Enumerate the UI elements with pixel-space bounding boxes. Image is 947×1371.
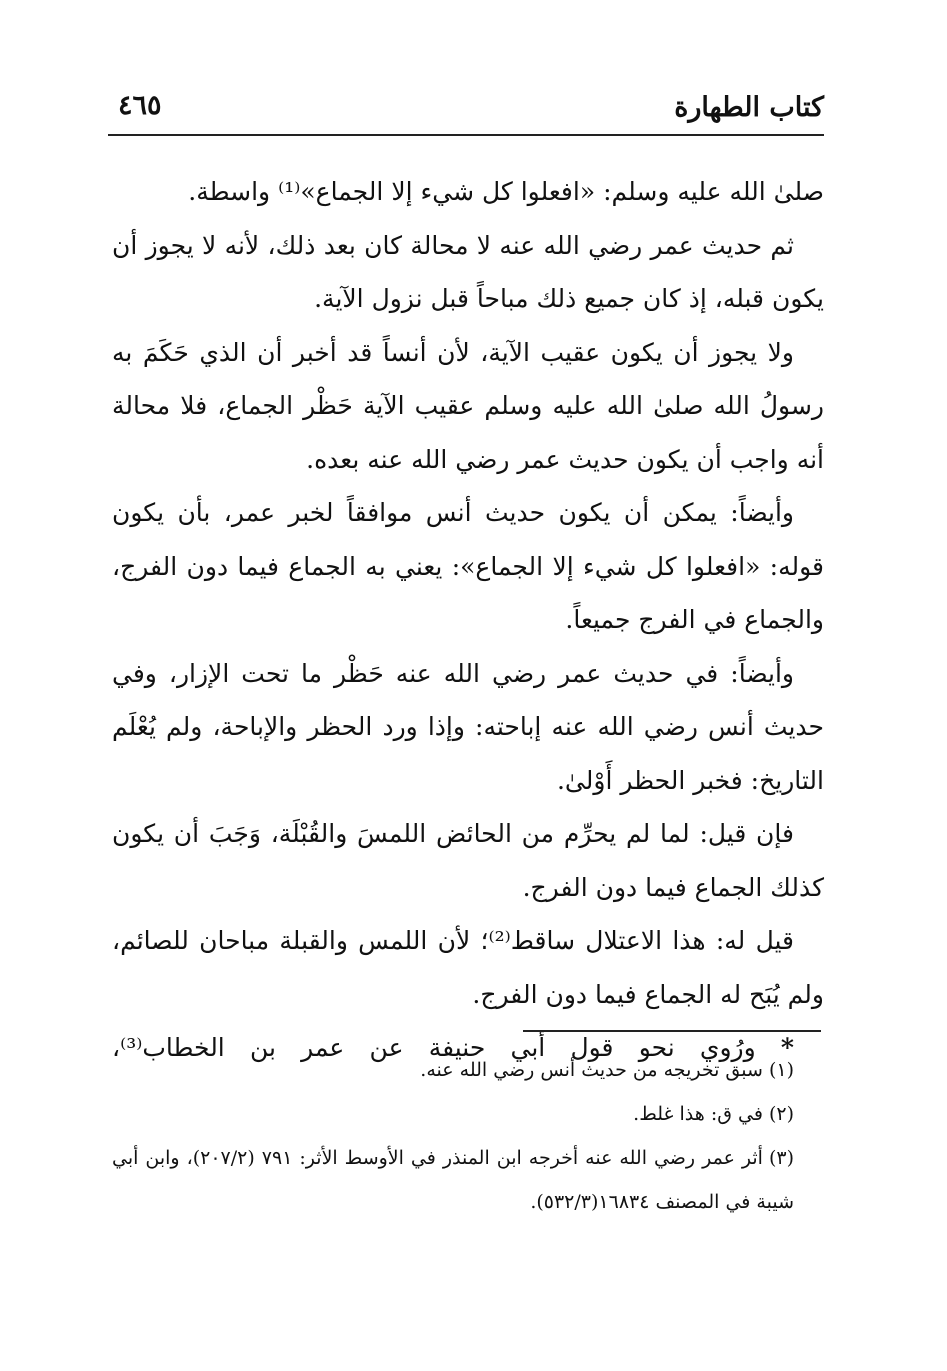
footnote-text: سبق تخريجه من حديث أنس رضي الله عنه. xyxy=(420,1059,763,1081)
star-marker: * xyxy=(780,1033,794,1062)
footnote-number: (٣) xyxy=(768,1147,795,1169)
footnote xyxy=(112,1092,824,1136)
footnote-text: أثر عمر رضي الله عنه أخرجه ابن المنذر في الأوسط الأثر: ٧٩١ (٢٠٧/٢)، وابن أبي شيبة في المصنف ١٦٨٣٤(٥٣٢/٣). xyxy=(112,1147,794,1213)
footnote-text: في ق: هذا غلط. xyxy=(633,1103,763,1125)
footnotes xyxy=(112,1048,824,1224)
page-header xyxy=(108,86,824,136)
footnote xyxy=(112,1048,824,1092)
main-text xyxy=(112,165,824,1075)
paragraph: ثم حديث عمر رضي الله عنه لا محالة كان بعد ذلك، لأنه لا يجوز أن يكون قبله، إذ كان جميع ذلك مباحاً قبل نزول الآية. xyxy=(112,230,824,313)
footnote-separator xyxy=(523,1030,821,1032)
paragraph: فإن قيل: لما لم يحرِّم من الحائض اللمسَ والقُبْلَة، وَجَبَ أن يكون كذلك الجماع فيما دون الفرج. xyxy=(112,819,824,902)
footnote xyxy=(112,1136,824,1224)
paragraph: وأيضاً: يمكن أن يكون حديث أنس موافقاً لخبر عمر، بأن يكون قوله: «افعلوا كل شيء إلا الجماع»: يعني به الجماع فيما دون الفرج، والجماع في الفرج جميعاً. xyxy=(112,498,824,634)
paragraph: قيل له: هذا الاعتلال ساقط⁽²⁾؛ لأن اللمس والقبلة مباحان للصائم، ولم يُبَح له الجماع فيما دون الفرج. xyxy=(112,926,824,1009)
page-number: ٤٦٥ xyxy=(118,90,162,121)
paragraph: وأيضاً: في حديث عمر رضي الله عنه حَظْر ما تحت الإزار، وفي حديث أنس رضي الله عنه إباحته: وإذا ورد الحظر والإباحة، ولم يُعْلَم التاريخ: فخبر الحظر أَوْلىٰ. xyxy=(112,658,824,795)
footnote-number: (٢) xyxy=(768,1103,794,1125)
running-title: كتاب الطهارة xyxy=(674,92,824,123)
paragraph: ولا يجوز أن يكون عقيب الآية، لأن أنساً قد أخبر أن الذي حَكَمَ به رسولُ الله صلىٰ الله عليه وسلم عقيب الآية حَظْر الجماع، فلا محالة أنه واجب أن يكون حديث عمر رضي الله عنه بعده. xyxy=(112,337,824,474)
footnote-number: (١) xyxy=(768,1059,794,1081)
paragraph-text: ورُوي نحو قول أبي حنيفة عن عمر بن الخطاب⁽³⁾، xyxy=(112,1033,756,1062)
paragraph: صلىٰ الله عليه وسلم: «افعلوا كل شيء إلا الجماع»⁽¹⁾ واسطة. xyxy=(188,177,824,206)
